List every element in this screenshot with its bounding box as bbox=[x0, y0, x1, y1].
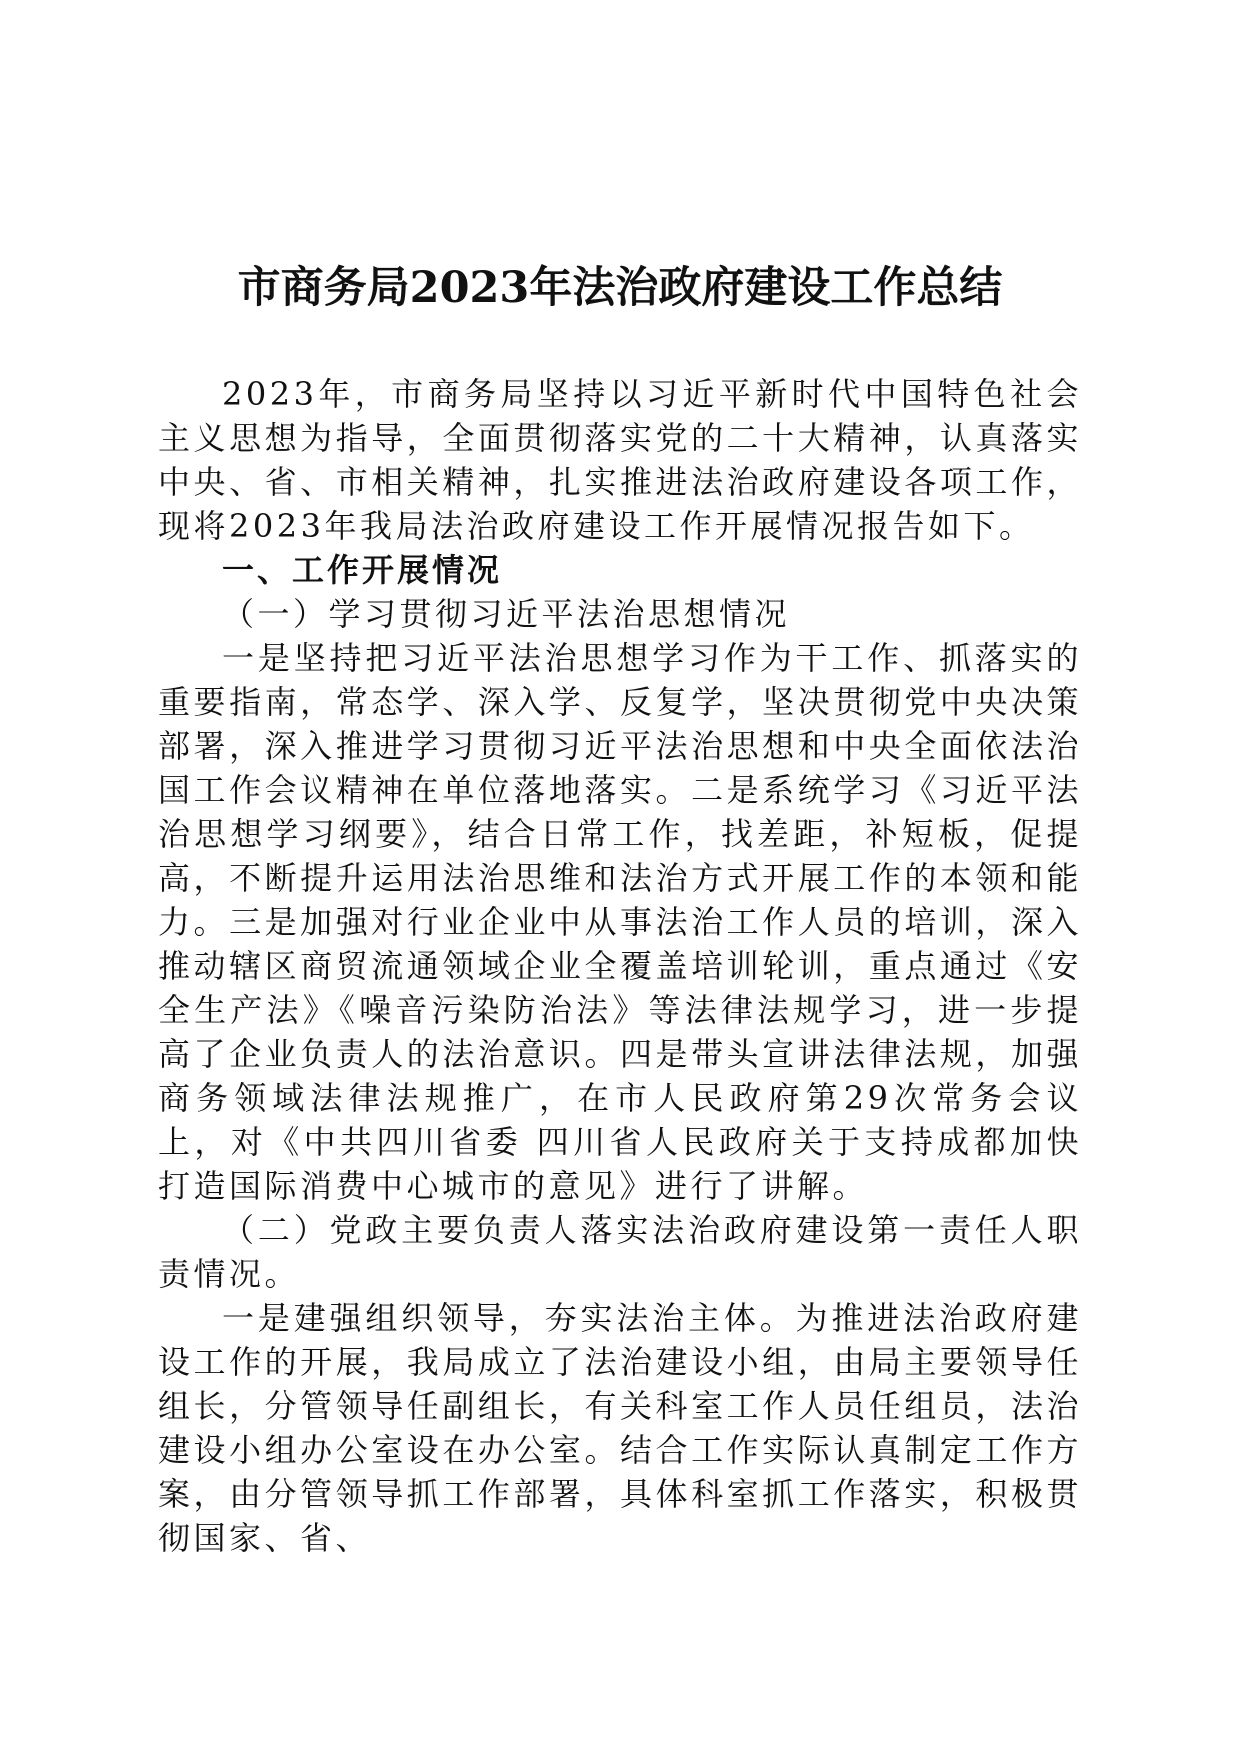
document-body bbox=[158, 372, 1082, 1560]
subsection-heading-1: （一）学习贯彻习近平法治思想情况 bbox=[222, 595, 791, 633]
section-heading-1: 一、工作开展情况 bbox=[222, 551, 503, 589]
body-paragraph-1: 一是坚持把习近平法治思想学习作为干工作、抓落实的重要指南，常态学、深入学、反复学，坚决贯彻党中央决策部署，深入推进学习贯彻习近平法治思想和中央全面依法治国工作会议精神在单位落地落实。二是系统学习《习近平法治思想学习纲要》，结合日常工作，找差距，补短板，促提高，不断提升运用法治思维和法治方式开展工作的本领和能力。三是加强对行业企业中从事法治工作人员的培训，深入推动辖区商贸流通领域企业全覆盖培训轮训，重点通过《安全生产法》《噪音污染防治法》等法律法规学习，进一步提高了企业负责人的法治意识。四是带头宣讲法律法规，加强商务领域法律法规推广，在市人民政府第29次常务会议上，对《中共四川省委 四川省人民政府关于支持成都加快打造国际消费中心城市的意见》进行了讲解。 bbox=[158, 639, 1082, 1205]
subsection-heading-2: （二）党政主要负责人落实法治政府建设第一责任人职责情况。 bbox=[158, 1211, 1082, 1293]
body-paragraph-2: 一是建强组织领导，夯实法治主体。为推进法治政府建设工作的开展，我局成立了法治建设小组，由局主要领导任组长，分管领导任副组长，有关科室工作人员任组员，法治建设小组办公室设在办公室。结合工作实际认真制定工作方案，由分管领导抓工作部署，具体科室抓工作落实，积极贯彻国家、省、 bbox=[158, 1299, 1082, 1557]
intro-paragraph: 2023年，市商务局坚持以习近平新时代中国特色社会主义思想为指导，全面贯彻落实党的二十大精神，认真落实中央、省、市相关精神，扎实推进法治政府建设各项工作，现将2023年我局法治政府建设工作开展情况报告如下。 bbox=[158, 375, 1082, 545]
document-title: 市商务局2023年法治政府建设工作总结 bbox=[237, 263, 1003, 313]
